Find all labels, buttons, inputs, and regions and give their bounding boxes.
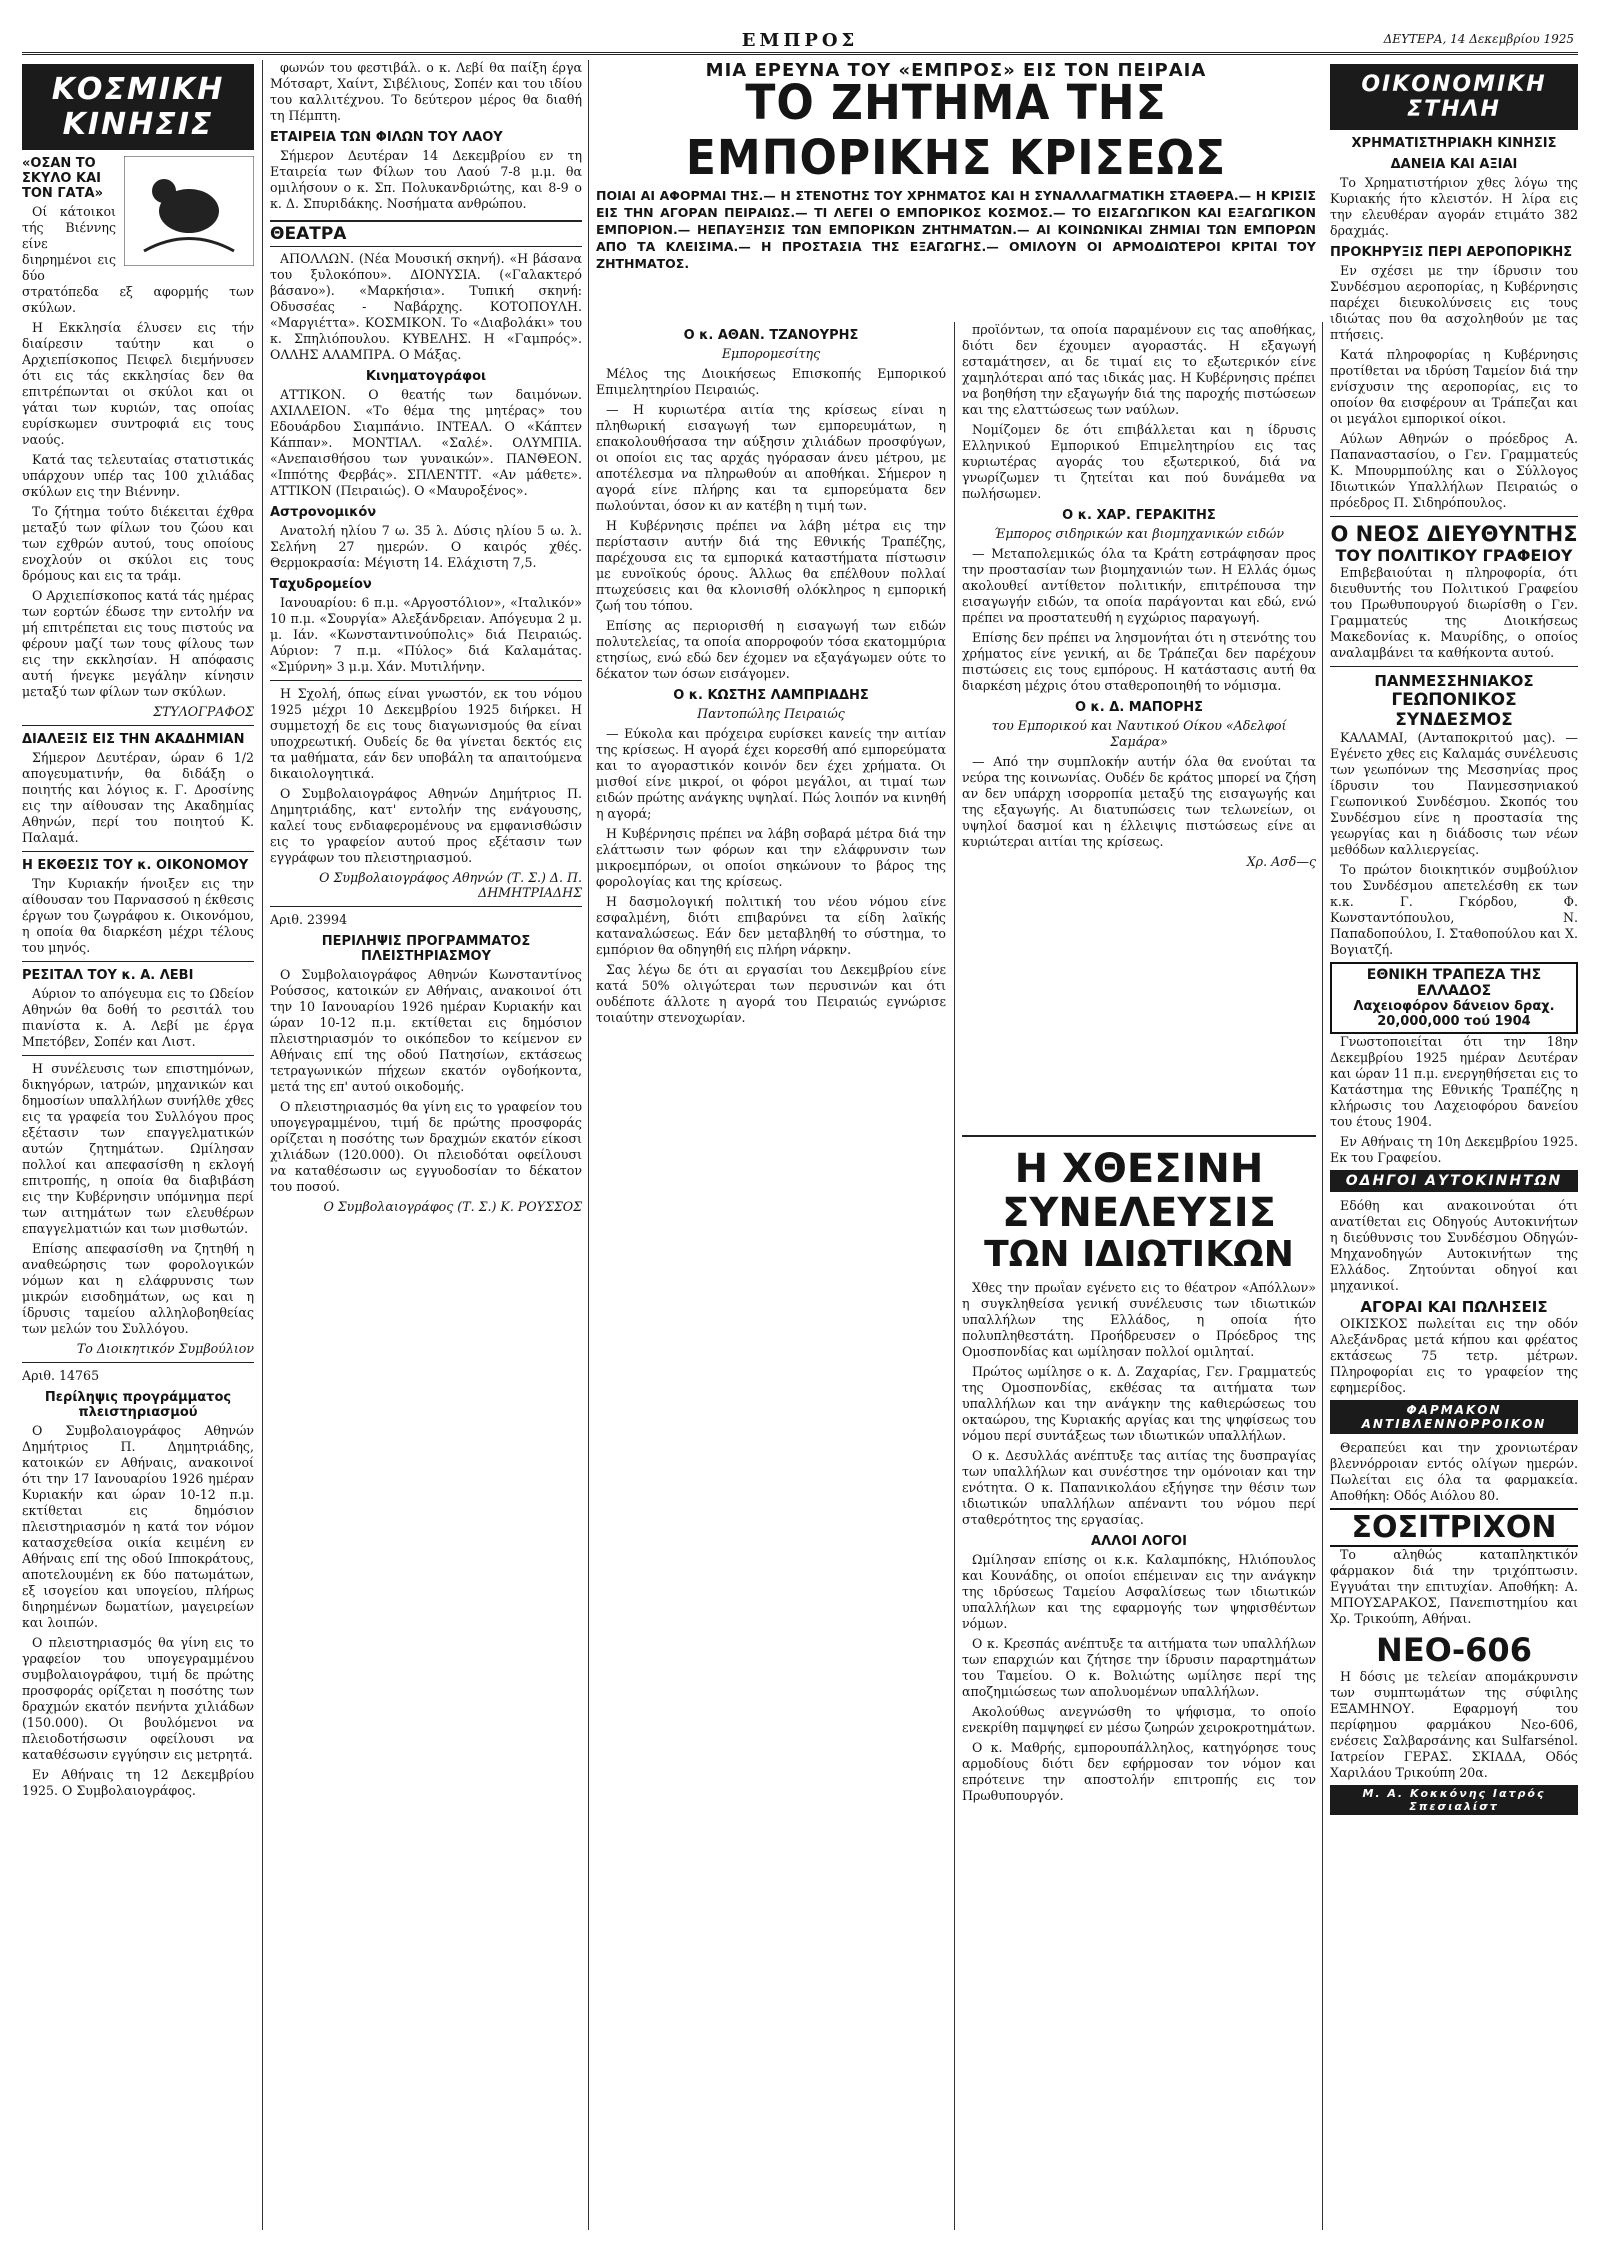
- paragraph: — Η κυριωτέρα αιτία της κρίσεως είναι η πληθωρική εισαγωγή των εμπορευμάτων, η επακολουθήσασα την αύξησιν χιλιάδων προσφύγων, οι οποίοι εις τας αρχάς ηγόρασαν άνευ μέτρου, με αποτέλεσμα να πληρωθούν αι αποθήκαι. Σήμερον η αγορά είνε πλήρης και τα εμπορεύματα δεν πωλούνται, όσον κι αν κατέβη η τιμή των.: [596, 402, 946, 513]
- cat-dog-illustration: [124, 156, 254, 266]
- interviewee-role: Παντοπώλης Πειραιώς: [697, 706, 845, 721]
- paragraph: Σήμερον Δευτέραν 14 Δεκεμβρίου εν τη Εταιρεία των Φίλων του Λαού 7-8 μ.μ. θα ομιλήσουν ο κ. Σπ. Πολυκανδριώτης, και 8-9 ο κ. Δ. Σπυριδάκης. Νοσήματα ανθρώπου.: [270, 148, 582, 211]
- ad-pharmacy: ΦΑΡΜΑΚΟΝ ΑΝΤΙΒΛΕΝΝΟΡΡΟΙΚΟΝ: [1330, 1400, 1578, 1434]
- divider: [22, 851, 254, 852]
- divider: [270, 906, 582, 907]
- paragraph: Χθες την πρωΐαν εγένετο εις το θέατρον «Απόλλων» η συγκληθείσα γενική συνέλευσις των ιδιωτικών υπαλλήλων της Ελλάδος, η οποία ήτο πολυπληθεστάτη. Προήδρευσεν ο Πρόεδρος της Ομοσπονδίας και ωμίλησαν πολλοί ομιληταί.: [962, 1280, 1316, 1359]
- story-title: Περίληψις προγράμματος πλειστηριασμού: [44, 1390, 232, 1420]
- column-rule: [588, 60, 589, 2230]
- paragraph: Ο Συμβολαιογράφος Αθηνών Δημήτριος Π. Δημητριάδης, κατ' εντολήν της ενάγουσης, καλεί τους ενδιαφερομένους να εμφανισθώσιν εις το γραφείον αυτού προς εξέτασιν των εγγράφων του πλειστηριασμού.: [270, 786, 582, 865]
- theatre-listings: ΑΠΟΛΛΩΝ. (Νέα Μουσική σκηνή). «Η βάσανα του ξυλοκόπου». ΔΙΟΝΥΣΙΑ. («Γαλακτερό βάσανο»). «Μαρκήσια». Τυπική σκηνή: Οδυσσέας - Ναβάρχης. ΚΟΤΟΠΟΥΛΗ. «Μαργιέττα». ΚΟΣΜΙΚΟΝ. Το «Διαβολάκι» του κ. Σπηλιόπουλου. ΚΥΒΕΛΗΣ. Η «Γαμπρός». ΟΛΛΗΣ ΑΛΑΜΠΡΑ. Ο Μάξας.: [270, 251, 582, 362]
- divider: [270, 680, 582, 681]
- signature: Χρ. Ασδ—ς: [1246, 854, 1316, 869]
- subsection: ΧΡΗΜΑΤΙΣΤΗΡΙΑΚΗ ΚΙΝΗΣΙΣ: [1351, 136, 1557, 151]
- divider: [1330, 666, 1578, 667]
- story-assembly-head: [962, 1130, 1316, 1270]
- column-rule: [1322, 322, 1323, 2230]
- section-title-kosmiki: ΚΟΣΜΙΚΗ ΚΙΝΗΣΙΣ: [22, 64, 254, 150]
- bank-sub: Λαχειοφόρον δάνειον δραχ. 20,000,000 τού 1904: [1353, 999, 1555, 1029]
- signature: Ο Συμβολαιογράφος Αθηνών (Τ. Σ.) Δ. Π. ΔΗΜΗΤΡΙΑΔΗΣ: [319, 870, 582, 900]
- newspaper-page: [22, 30, 1578, 2230]
- paragraph: Ο κ. Δεσυλλάς ανέπτυξε τας αιτίας της δυσπραγίας των υπαλλήλων και συνέστησε την ομόνοιαν και την ενότητα. Ο κ. Παπανικολάου εξήγησε την θέσιν των ιδιωτικών υπαλλήλων απέναντι του νόμου περί σταθερότητος της εργασίας.: [962, 1448, 1316, 1527]
- paragraph: Η Κυβέρνησις πρέπει να λάβη μέτρα εις την περίστασιν αυτήν διά της Εθνικής Τραπέζης, παρέχουσα εις τα εμπορικά καταστήματα πίστωσιν με ευνοϊκούς όρους. Άλλως θα επέλθουν πολλαί πτωχεύσεις και θα κλονισθή ολόκληρος η εμπορική ζωή του τόπου.: [596, 518, 946, 613]
- headline: ΤΟ ΖΗΤΗΜΑ ΤΗΣ ΕΜΠΟΡΙΚΗΣ ΚΡΙΣΕΩΣ: [685, 74, 1227, 186]
- ad-title: ΣΟΣΙΤΡΙΧΟΝ: [1330, 1508, 1578, 1547]
- paragraph: Το ζήτημα τούτο διέκειται έχθρα μεταξύ των φίλων του ζώου και των εχθρών αυτού, τους οποίους ενοχλούν οι σκύλοι εις τους δρόμους και εις τα τράμ.: [22, 504, 254, 583]
- divider: [1330, 516, 1578, 517]
- paragraph: Ο πλειστηριασμός θα γίνη εις το γραφείον του υπογεγραμμένου συμβολαιογράφου, τιμή δε πρώτης προσφοράς ορίζεται η ποσότης των δραχμών εκατόν πενήντα χιλιάδων (150.000). Οι βουλόμενοι να πλειοδοτήσωσιν οφείλουσι να καταθέσωσιν εγγύησιν εις μετρητά.: [22, 1635, 254, 1762]
- column-1: [22, 60, 254, 2230]
- interviewee-name: Ο κ. ΚΩΣΤΗΣ ΛΑΜΠΡΙΑΔΗΣ: [673, 688, 869, 703]
- ad-title: ΑΓΟΡΑΙ ΚΑΙ ΠΩΛΗΣΕΙΣ: [1360, 1298, 1548, 1316]
- story-title: Ο ΝΕΟΣ ΔΙΕΥΘΥΝΤΗΣ: [1330, 522, 1578, 546]
- paragraph: Εδόθη και ανακοινούται ότι ανατίθεται εις Οδηγούς Αυτοκινήτων η διεύθυνσις του Συνδέσμου Οδηγών-Μηχανοδηγών Αυτοκινήτων της Ελλάδος. Ζητούνται οδηγοί και μηχανικοί.: [1330, 1198, 1578, 1293]
- paragraph: Το πρώτον διοικητικόν συμβούλιον του Συνδέσμου απετελέσθη εκ των κ.κ. Γ. Γκόρδου, Φ. Κωνσταντόπουλου, Ν. Παπαδοπούλου, Ι. Σταθοπούλου και Χ. Βογιατζή.: [1330, 862, 1578, 957]
- paragraph: Η συνέλευσις των επιστημόνων, δικηγόρων, ιατρών, μηχανικών και δημοσίων υπαλλήλων συνήλθε χθες εις τα γραφεία του Συλλόγου προς εξέτασιν των επαγγελματικών αυτών ζητημάτων. Ωμίλησαν πολλοί και απεφασίσθη η εκλογή επιτροπής, η οποία θα διαβιβάση εις την Κυβέρνησιν υπόμνημα περί των αιτημάτων των ελευθέρων επαγγελματιών και των μισθωτών.: [22, 1061, 254, 1236]
- paragraph: Σήμερον Δευτέραν, ώραν 6 1/2 απογευματινήν, θα διδάξη ο ποιητής και λόγιος κ. Γ. Δροσίνης εις την αίθουσαν της Ακαδημίας Αθηνών, περί του ποιητού Κ. Παλαμά.: [22, 750, 254, 845]
- paragraph: Ωμίλησαν επίσης οι κ.κ. Καλαμπόκης, Ηλιόπουλος και Κουνάδης, οι οποίοι επέμειναν εις την ανάγκην της ιδρύσεως Ταμείου Ασφαλίσεως των ιδιωτικών υπαλλήλων και της εφαρμογής των ψηφισθέντων νόμων.: [962, 1552, 1316, 1631]
- paragraph: — Εύκολα και πρόχειρα ευρίσκει κανείς την αιτίαν της κρίσεως. Η αγορά έχει κορεσθή από εμπορεύματα και το αγοραστικόν κοινόν δεν έχει χρήματα. Οι μισθοί είνε μικροί, οι φόροι μεγάλοι, αι τιμαί των ειδών πρώτης ανάγκης υψηλαί. Πώς λοιπόν να κινηθή η αγορά;: [596, 726, 946, 821]
- masthead-title: ΕΜΠΡΟΣ: [741, 30, 859, 51]
- paragraph: — Μεταπολεμικώς όλα τα Κράτη εστράφησαν προς την προστασίαν των βιομηχανιών των. Η Ελλάς όμως ακολουθεί αντίθετον πολιτικήν, επιτρέπουσα την εισαγωγήν ειδών, τα οποία παράγονται και εδώ, ενώ πρέπει να προστατευθή η εγχώριος παραγωγή.: [962, 546, 1316, 625]
- deck: ΠΟΙΑΙ ΑΙ ΑΦΟΡΜΑΙ ΤΗΣ.— Η ΣΤΕΝΟΤΗΣ ΤΟΥ ΧΡΗΜΑΤΟΣ ΚΑΙ Η ΣΥΝΑΛΛΑΓΜΑΤΙΚΗ ΣΤΑΘΕΡΑ.— Η ΚΡΙΣΙΣ ΕΙΣ ΤΗΝ ΑΓΟΡΑΝ ΠΕΙΡΑΙΩΣ.— ΤΙ ΛΕΓΕΙ Ο ΕΜΠΟΡΙΚΟΣ ΚΟΣΜΟΣ.— ΤΟ ΕΙΣΑΓΩΓΙΚΟΝ ΚΑΙ ΕΞΑΓΩΓΙΚΟΝ ΕΜΠΟΡΙΟΝ.— ΗΕΠΑΥΞΗΣΙΣ ΤΩΝ ΕΜΠΟΡΙΚΩΝ ΖΗΤΗΜΑΤΩΝ.— ΑΙ ΚΟΙΝΩΝΙΚΑΙ ΖΗΜΙΑΙ ΤΩΝ ΕΜΠΟΡΩΝ ΑΠΟ ΤΑ ΚΛΕΙΣΙΜΑ.— Η ΠΡΟΣΤΑΣΙΑ ΤΗΣ ΕΞΑΓΩΓΗΣ.— ΟΜΙΛΟΥΝ ΟΙ ΑΡΜΟΔΙΩΤΕΡΟΙ ΚΡΙΤΑΙ ΤΟΥ ΖΗΤΗΜΑΤΟΣ.: [596, 188, 1316, 271]
- section-theatres: ΘΕΑΤΡΑ: [270, 220, 582, 247]
- paragraph: Πρώτος ωμίλησε ο κ. Δ. Ζαχαρίας, Γεν. Γραμματεύς της Ομοσπονδίας, εκθέσας τα αιτήματα των υπαλλήλων και την ανάγκην της καθιερώσεως του οκταώρου, της Κυριακής αργίας και της ψηφίσεως του νόμου περί συντάξεως των ιδιωτικών υπαλλήλων.: [962, 1364, 1316, 1443]
- interviewee-role: Εμπορομεσίτης: [721, 346, 821, 361]
- paragraph: Ιανουαρίου: 6 π.μ. «Αργοστόλιον», «Ιταλικόν» 10 π.μ. «Σουργία» Αλεξάνδρειαν. Απόγευμα 2 μ. μ. Ιάν. «Κωνσταντινούπολις» διά Πειραιώς. Αύριον: 7 π.μ. «Πύλος» διά Καλαμάτας. «Σμύρνη» 3 μ.μ. Χάν. Μυτιλήνην.: [270, 595, 582, 674]
- signature: Ο Συμβολαιογράφος (Τ. Σ.) Κ. ΡΟΥΣΣΟΣ: [323, 1199, 582, 1214]
- assembly-headline: Η ΧΘΕΣΙΝΗ ΣΥΝΕΛΕΥΣΙΣ: [1002, 1146, 1276, 1236]
- paragraph: προϊόντων, τα οποία παραμένουν εις τας αποθήκας, διότι δεν έχουμεν αγοραστάς. Η εξαγωγή εσταμάτησεν, αι δε τιμαί εις το εξωτερικόν είνε χαμηλότεραι από τας ιδικάς μας. Η Κυβέρνησις πρέπει να βοηθήση την εξαγωγήν διά της παροχής πιστώσεων και της ελαττώσεως των ναύλων.: [962, 322, 1316, 417]
- paragraph: Ο Συμβολαιογράφος Αθηνών Δημήτριος Π. Δημητριάδης, κατοικών εν Αθήναις, ανακοινοί ότι την 17 Ιανουαρίου 1926 ημέραν Κυριακήν και ώραν 10-12 π.μ. εκτίθεται εις δημόσιον πλειστηριασμόν η κατά τον νόμον κατασχεθείσα οικία κειμένη εν Αθήναις επί της οδού Ιπποκράτους, αποτελουμένη εκ δύο πατωμάτων, εξ ισογείου και υπογείου, πλήρως διηρημένων δωματίων, μαγειρείων και λοιπών.: [22, 1423, 254, 1630]
- paragraph: Ο κ. Κρεσπάς ανέπτυξε τα αιτήματα των υπαλλήλων των επαρχιών και ζήτησε την ίδρυσιν παραρτημάτων του Ταμείου. Ο κ. Βολιώτης ωμίλησε περί της αποζημιώσεως των απολυομένων υπαλλήλων.: [962, 1636, 1316, 1699]
- signature: ΣΤΥΛΟΓΡΑΦΟΣ: [153, 704, 254, 719]
- story-title: ΠΑΝΜΕΣΣΗΝΙΑΚΟΣ: [1374, 672, 1534, 690]
- story-title: Η ΕΚΘΕΣΙΣ ΤΟΥ κ. ΟΙΚΟΝΟΜΟΥ: [22, 858, 249, 873]
- column-3: [596, 322, 946, 2230]
- story-title: ΠΡΟΚΗΡΥΞΙΣ ΠΕΡΙ ΑΕΡΟΠΟΡΙΚΗΣ: [1330, 245, 1573, 260]
- paragraph: Το αληθώς καταπληκτικόν φάρμακον διά την τριχόπτωσιν. Εγγυάται την επιτυχίαν. Αποθήκη: Α. ΜΠΟΥΣΑΡΑΚΟΣ, Πανεπιστημίου και Χρ. Τρικούπη, Αθήναι.: [1330, 1547, 1578, 1626]
- divider: [22, 1055, 254, 1056]
- interviewee-name: Ο κ. ΑΘΑΝ. ΤΖΑΝΟΥΡΗΣ: [683, 328, 859, 343]
- reference-number: Αριθ. 14765: [22, 1368, 100, 1383]
- paragraph: Αύλων Αθηνών ο πρόεδρος Α. Παπαναστασίου, ο Γεν. Γραμματεύς Κ. Μπουρμπούλης και ο Σύλλογος Ιδιωτικών Υπαλλήλων Πειραιώς ο πρόεδρος Π. Σιδηρόπουλος.: [1330, 431, 1578, 510]
- paragraph: Αύριον το απόγευμα εις το Ωδείον Αθηνών θα δοθή το ρεσιτάλ του πιανίστα κ. Α. Λεβί με έργα Μπετόβεν, Σοπέν και Λιστ.: [22, 986, 254, 1049]
- paragraph: Ο πλειστηριασμός θα γίνη εις το γραφείον του υπογεγραμμένου, τιμή δε πρώτης προσφοράς ορίζεται η ποσότης των δραχμών εκατόν είκοσι χιλιάδων (120.000). Οι πλειοδόται οφείλουσι να καταθέσωσιν ως εγγυοδοσίαν το δέκατον του ποσού.: [270, 1099, 582, 1194]
- paragraph: Η δασμολογική πολιτική του νέου νόμου είνε εσφαλμένη, διότι επιβαρύνει τα είδη λαϊκής καταναλώσεως. Εάν δεν μεταβληθή το σύστημα, το εμπόριον θα οδηγηθή εις πλήρη νάρκην.: [596, 894, 946, 957]
- story-title: ΔΙΑΛΕΞΙΣ ΕΙΣ ΤΗΝ ΑΚΑΔΗΜΙΑΝ: [22, 732, 245, 747]
- divider: [22, 1362, 254, 1363]
- masthead: [22, 30, 1578, 55]
- kicker: ΜΙΑ ΕΡΕΥΝΑ ΤΟΥ «ΕΜΠΡΟΣ» ΕΙΣ ΤΟΝ ΠΕΙΡΑΙΑ: [705, 60, 1207, 81]
- masthead-date: ΔΕΥΤΕΡΑ, 14 Δεκεμβρίου 1925: [1383, 32, 1574, 46]
- column-rule: [262, 60, 263, 2230]
- cinema-listings: ΑΤΤΙΚΟΝ. Ο θεατής των δαιμόνων. ΑΧΙΛΛΕΙΟΝ. «Το θέμα της μητέρας» του Εδουάρδου Σιαμπάνιο. ΙΝΤΕΑΛ. Ο «Κάπτεν Κάππαν». ΜΟΝΤΙΑΛ. «Σαλέ». ΟΛΥΜΠΙΑ. «Ανεπαισθήσου των γυναικών». ΠΑΝΘΕΟΝ. «Ιππότης Φερβάς». ΣΠΛΕΝΤΙΤ. «Αν μάθετε». ΑΤΤΙΚΟΝ (Πειραιώς). Ο «Μαυροξένος».: [270, 387, 582, 498]
- paragraph: Εν Αθήναις τη 12 Δεκεμβρίου 1925. Ο Συμβολαιογράφος.: [22, 1767, 254, 1798]
- story-title: ΤΟΥ ΠΟΛΙΤΙΚΟΥ ΓΡΑΦΕΙΟΥ: [1335, 546, 1573, 565]
- paragraph: Η Κυβέρνησις πρέπει να λάβη σοβαρά μέτρα διά την ελάττωσιν των φόρων και την ελάφρυνσιν των μικροεμπόρων, οι οποίοι σηκώνουν το βάρος της φορολογίας και της κρίσεως.: [596, 826, 946, 889]
- paragraph: Κατά πληροφορίας η Κυβέρνησις προτίθεται να ιδρύση Ταμείον διά την ενίσχυσιν της αεροπορίας, εις το οποίον θα εισφέρουν αι Τράπεζαι και οι μεγάλοι εμπορικοί οίκοι.: [1330, 347, 1578, 426]
- paragraph: Ο Αρχιεπίσκοπος κατά τάς ημέρας των εορτών έδωσε την εντολήν να μή επιτρέπεται εις τους πιστούς να φέρουν μαζί των τους φίλους των εις την εκκλησίαν. Η απόφασις αυτή ήνεγκε μεγάλην κίνησιν μεταξύ των φίλων των σκύλων.: [22, 588, 254, 699]
- paragraph: Επίσης απεφασίσθη να ζητηθή η αναθεώρησις των φορολογικών νόμων και η ελάφρυνσις των μικρών εισοδημάτων, ως και η ίδρυσις ταμείου αλληλοβοηθείας των μελών του Συλλόγου.: [22, 1241, 254, 1336]
- paragraph: Γνωστοποιείται ότι την 18ην Δεκεμβρίου 1925 ημέραν Δευτέραν και ώραν 11 π.μ. ενεργηθήσεται εις το Κατάστημα της Εθνικής Τραπέζης η κλήρωσις του Λαχειοφόρου δανείου του έτους 1904.: [1330, 1034, 1578, 1129]
- story-title: ΓΕΩΠΟΝΙΚΟΣ ΣΥΝΔΕΣΜΟΣ: [1391, 690, 1517, 730]
- paragraph: — Από την συμπλοκήν αυτήν όλα θα ενούται τα νεύρα της κοινωνίας. Ουδέν δε κράτος μπορεί να ζήση αν δεν υπάρχη ισορροπία μεταξύ της εισαγωγής και της εξαγωγής. Αι διατυπώσεις των τελωνείων, οι υψηλοί δασμοί και η έλλειψις πιστώσεως είνε αι κυριώτεραι αιτίαι της κρίσεως.: [962, 754, 1316, 849]
- interviewee-name: Ο κ. Δ. ΜΑΠΟΡΗΣ: [1074, 700, 1204, 715]
- divider: [22, 725, 254, 726]
- subsection: ΔΑΝΕΙΑ ΚΑΙ ΑΞΙΑΙ: [1390, 157, 1518, 172]
- paragraph: Σας λέγω δε ότι αι εργασίαι του Δεκεμβρίου είνε κατά 50% ολιγώτεραι των περυσινών και ότι ουδέποτε άλλοτε η αγορά του Πειραιώς εγνώρισε τοιαύτην στενοχωρίαν.: [596, 962, 946, 1025]
- paragraph: Νομίζομεν δε ότι επιβάλλεται και η ίδρυσις Ελληνικού Εμπορικού Επιμελητηρίου εις τας κυριωτέρας αγοράς του εξωτερικού, διά να γνωρίζωμεν τι ζητείται και πού δυνάμεθα να πωλήσωμεν.: [962, 422, 1316, 501]
- subhead-other-speeches: ΑΛΛΟΙ ΛΟΓΟΙ: [1091, 1534, 1187, 1549]
- divider: [22, 961, 254, 962]
- paragraph: φωνών του φεστιβάλ. ο κ. Λεβί θα παίξη έργα Μότσαρτ, Χαίντ, Σιβέλιους, Σοπέν και του ιδίου του καλλιτέχνου. Το δεύτερον μέρος θα διαθή τη Πέμπτη.: [270, 60, 582, 123]
- story-title: ΠΕΡΙΛΗΨΙΣ ΠΡΟΓΡΑΜΜΑΤΟΣ ΠΛΕΙΣΤΗΡΙΑΣΜΟΥ: [321, 934, 531, 964]
- bank-notice: [1330, 962, 1578, 1034]
- ad-auto: ΟΔΗΓΟΙ ΑΥΤΟΚΙΝΗΤΩΝ: [1330, 1170, 1578, 1192]
- paragraph: Θεραπεύει και την χρονιωτέραν βλεννόρροιαν εντός ολίγων ημερών. Πωλείται εις όλα τα φαρμακεία. Αποθήκη: Οδός Αιόλου 80.: [1330, 1440, 1578, 1503]
- divider: [962, 1135, 1316, 1137]
- section-cinemas: Κινηματογράφοι: [365, 369, 487, 384]
- paragraph: Επίσης δεν πρέπει να λησμονήται ότι η στενότης του χρήματος είνε γενική, αι δε Τράπεζαι δεν παρέχουν πιστώσεις εις τους εμπόρους. Η κατάστασις αυτή θα διαρκέση μέχρις ότου σταθεροποιηθή το νόμισμα.: [962, 630, 1316, 693]
- paragraph: ΟΙΚΙΣΚΟΣ πωλείται εις την οδόν Αλεξάνδρας μετά κήπου και φρέατος εκτάσεως 75 τετρ. μέτρων. Πληροφορίαι εις το γραφείον της εφημερίδος.: [1330, 1316, 1578, 1395]
- paragraph: Το Χρηματιστήριον χθες λόγω της Κυριακής ήτο κλειστόν. Η λίρα εις την ελευθέραν αγοράν ετιμάτο 382 δραχμάς.: [1330, 175, 1578, 238]
- paragraph: Επίσης ας περιορισθή η εισαγωγή των ειδών πολυτελείας, τα οποία απορροφούν τόσα εκατομμύρια ετησίως, ενώ εδώ δεν έχομεν να εξαγάγωμεν ούτε το δέκατον των όσων εισάγομεν.: [596, 618, 946, 681]
- paragraph: Κατά τας τελευταίας στατιστικάς υπάρχουν υπέρ τας 100 χιλιάδας σκύλων εις την Βιέννην.: [22, 452, 254, 499]
- paragraph: Ακολούθως ανεγνώσθη το ψήφισμα, το οποίο ενεκρίθη παμψηφεί εν μέσω ζωηρών χειροκροτημάτων.: [962, 1704, 1316, 1735]
- paragraph: Εν σχέσει με την ίδρυσιν του Συνδέσμου αεροπορίας, η Κυβέρνησις παρέχει διευκολύνσεις εις τους ιδιώτας που θα ασχοληθούν με τας πτήσεις.: [1330, 263, 1578, 342]
- paragraph: Μέλος της Διοικήσεως Επισκοπής Εμπορικού Επιμελητηρίου Πειραιώς.: [596, 366, 946, 397]
- signature: Το Διοικητικόν Συμβούλιον: [76, 1341, 254, 1356]
- ad-footer: Μ. Α. Κοκκόνης Ιατρός Σπεσιαλίστ: [1330, 1785, 1578, 1815]
- paragraph: Την Κυριακήν ήνοιξεν εις την αίθουσαν του Παρνασσού η έκθεσις έργων του ζωγράφου κ. Οικονόμου, η οποία θα διαρκέση μέχρι τέλους του μηνός.: [22, 876, 254, 955]
- paragraph: Επιβεβαιούται η πληροφορία, ότι διευθυντής του Πολιτικού Γραφείου του Πρωθυπουργού διωρίσθη ο Γεν. Γραμματεύς της Διοικήσεως Μακεδονίας κ. Μαυρίδης, ο οποίος αναλαμβάνει τα καθήκοντα αυτού.: [1330, 565, 1578, 660]
- bank-title: ΕΘΝΙΚΗ ΤΡΑΠΕΖΑ ΤΗΣ ΕΛΛΑΔΟΣ: [1366, 967, 1542, 999]
- paragraph: Εν Αθήναις τη 10η Δεκεμβρίου 1925. Εκ του Γραφείου.: [1330, 1134, 1578, 1165]
- story-title: «ΟΣΑΝ ΤΟ ΣΚΥΛΟ ΚΑΙ ΤΟΝ ΓΑΤΑ»: [22, 156, 103, 201]
- story-title: ΡΕΣΙΤΑΛ ΤΟΥ κ. Α. ΛΕΒΙ: [22, 968, 194, 983]
- section-astronomy: Αστρονομικόν: [270, 505, 377, 520]
- interviewee-name: Ο κ. ΧΑΡ. ΓΕΡΑΚΙΤΗΣ: [1062, 508, 1216, 523]
- paragraph: Η Εκκλησία έλυσεν εις τήν διαίρεσιν ταύτην και ο Αρχιεπίσκοπος Πειφελ διεμήνυσεν ότι εις τάς εκκλησίας δεν θα επιτρέπωνται οι σκύλοι και οι γάται των κυριών, τας οποίας ευρίσκωμεν συντροφιά εις τους ναούς.: [22, 320, 254, 447]
- paragraph: ΚΑΛΑΜΑΙ, (Ανταποκριτού μας). — Εγένετο χθες εις Καλαμάς συνέλευσις των γεωπόνων της Μεσσηνίας προς ίδρυσιν του Πανμεσσηνιακού Γεωπονικού Συνδέσμου. Σκοπός του Συνδέσμου είνε η προστασία της γεωργίας και η διάδοσις των νέων μεθόδων καλλιεργείας.: [1330, 730, 1578, 857]
- interviewee-role: του Εμπορικού και Ναυτικού Οίκου «Αδελφοί Σαμάρα»: [991, 718, 1287, 749]
- lead-story-head: [596, 60, 1316, 310]
- assembly-headline-2: ΤΩΝ ΙΔΙΩΤΙΚΩΝ: [984, 1234, 1294, 1270]
- column-6: [1330, 60, 1578, 2230]
- paragraph: Ανατολή ηλίου 7 ω. 35 λ. Δύσις ηλίου 5 ω. λ. Σελήνη 27 ημερών. Ο καιρός χθές. Θερμοκρασία: Μέγιστη 14. Ελάχιστη 7,5.: [270, 523, 582, 570]
- reference-number: Αριθ. 23994: [270, 912, 348, 927]
- paragraph: Η Σχολή, όπως είναι γνωστόν, εκ του νόμου 1925 μέχρι 10 Δεκεμβρίου 1925 διήρκει. Η συμμετοχή δε εις τους διαγωνισμούς θα είναι υποχρεωτική. Ουδείς δε θα γίνεται δεκτός εις τα μαθήματα, εάν δεν υποβάλη τα απαιτούμενα δικαιολογητικά.: [270, 686, 582, 781]
- ad-title: ΝΕΟ-606: [1376, 1631, 1532, 1669]
- interviewee-role: Έμπορος σιδηρικών και βιομηχανικών ειδών: [994, 526, 1284, 541]
- paragraph: Ο κ. Μαθρής, εμπορουπάλληλος, κατηγόρησε τους αρμοδίους διότι δεν εφήρμοσαν τον νόμον και επρότεινε την αποστολήν επιτροπής εις τον Πρωθυπουργόν.: [962, 1740, 1316, 1803]
- section-economy: ΟΙΚΟΝΟΜΙΚΗ ΣΤΗΛΗ: [1330, 64, 1578, 130]
- column-rule: [954, 322, 955, 2230]
- assembly-body: [962, 1280, 1316, 2230]
- column-2: [270, 60, 582, 2230]
- paragraph: Η δόσις με τελείαν απομάκρυνσιν των συμπτωμάτων της σύφιλης ΕΞΑΜΗΝΟΥ. Εφαρμογή του περίφημου φαρμάκου Νεο-606, ενέσεις Σαλβαρσάνης και Sulfarsénol. Ιατρείον ΓΕΡΑΣ. ΣΚΙΑΔΑ, Οδός Χαριλάου Τρικούπη 20α.: [1330, 1669, 1578, 1780]
- paragraph: Ο Συμβολαιογράφος Αθηνών Κωνσταντίνος Ρούσσος, κατοικών εν Αθήναις, ανακοινοί ότι την 10 Ιανουαρίου 1926 ημέραν Κυριακήν και ώραν 10-12 π.μ. εκτίθεται εις δημόσιον πλειστηριασμόν το οικόπεδον το κείμενον εν Αθήναις επί της οδού Πατησίων, εκτάσεως τετραγωνικών πήχεων εκατόν ογδοήκοντα, μετά της επ' αυτού οικοδομής.: [270, 967, 582, 1094]
- section-post: Ταχυδρομείον: [270, 577, 372, 592]
- paragraph: Οί κάτοικοι τής Βιέννης είνε διηρημένοι εις δύο στρατόπεδα εξ αφορμής των σκύλων.: [22, 204, 254, 315]
- story-title: ΕΤΑΙΡΕΙΑ ΤΩΝ ΦΙΛΩΝ ΤΟΥ ΛΑΟΥ: [270, 130, 503, 145]
